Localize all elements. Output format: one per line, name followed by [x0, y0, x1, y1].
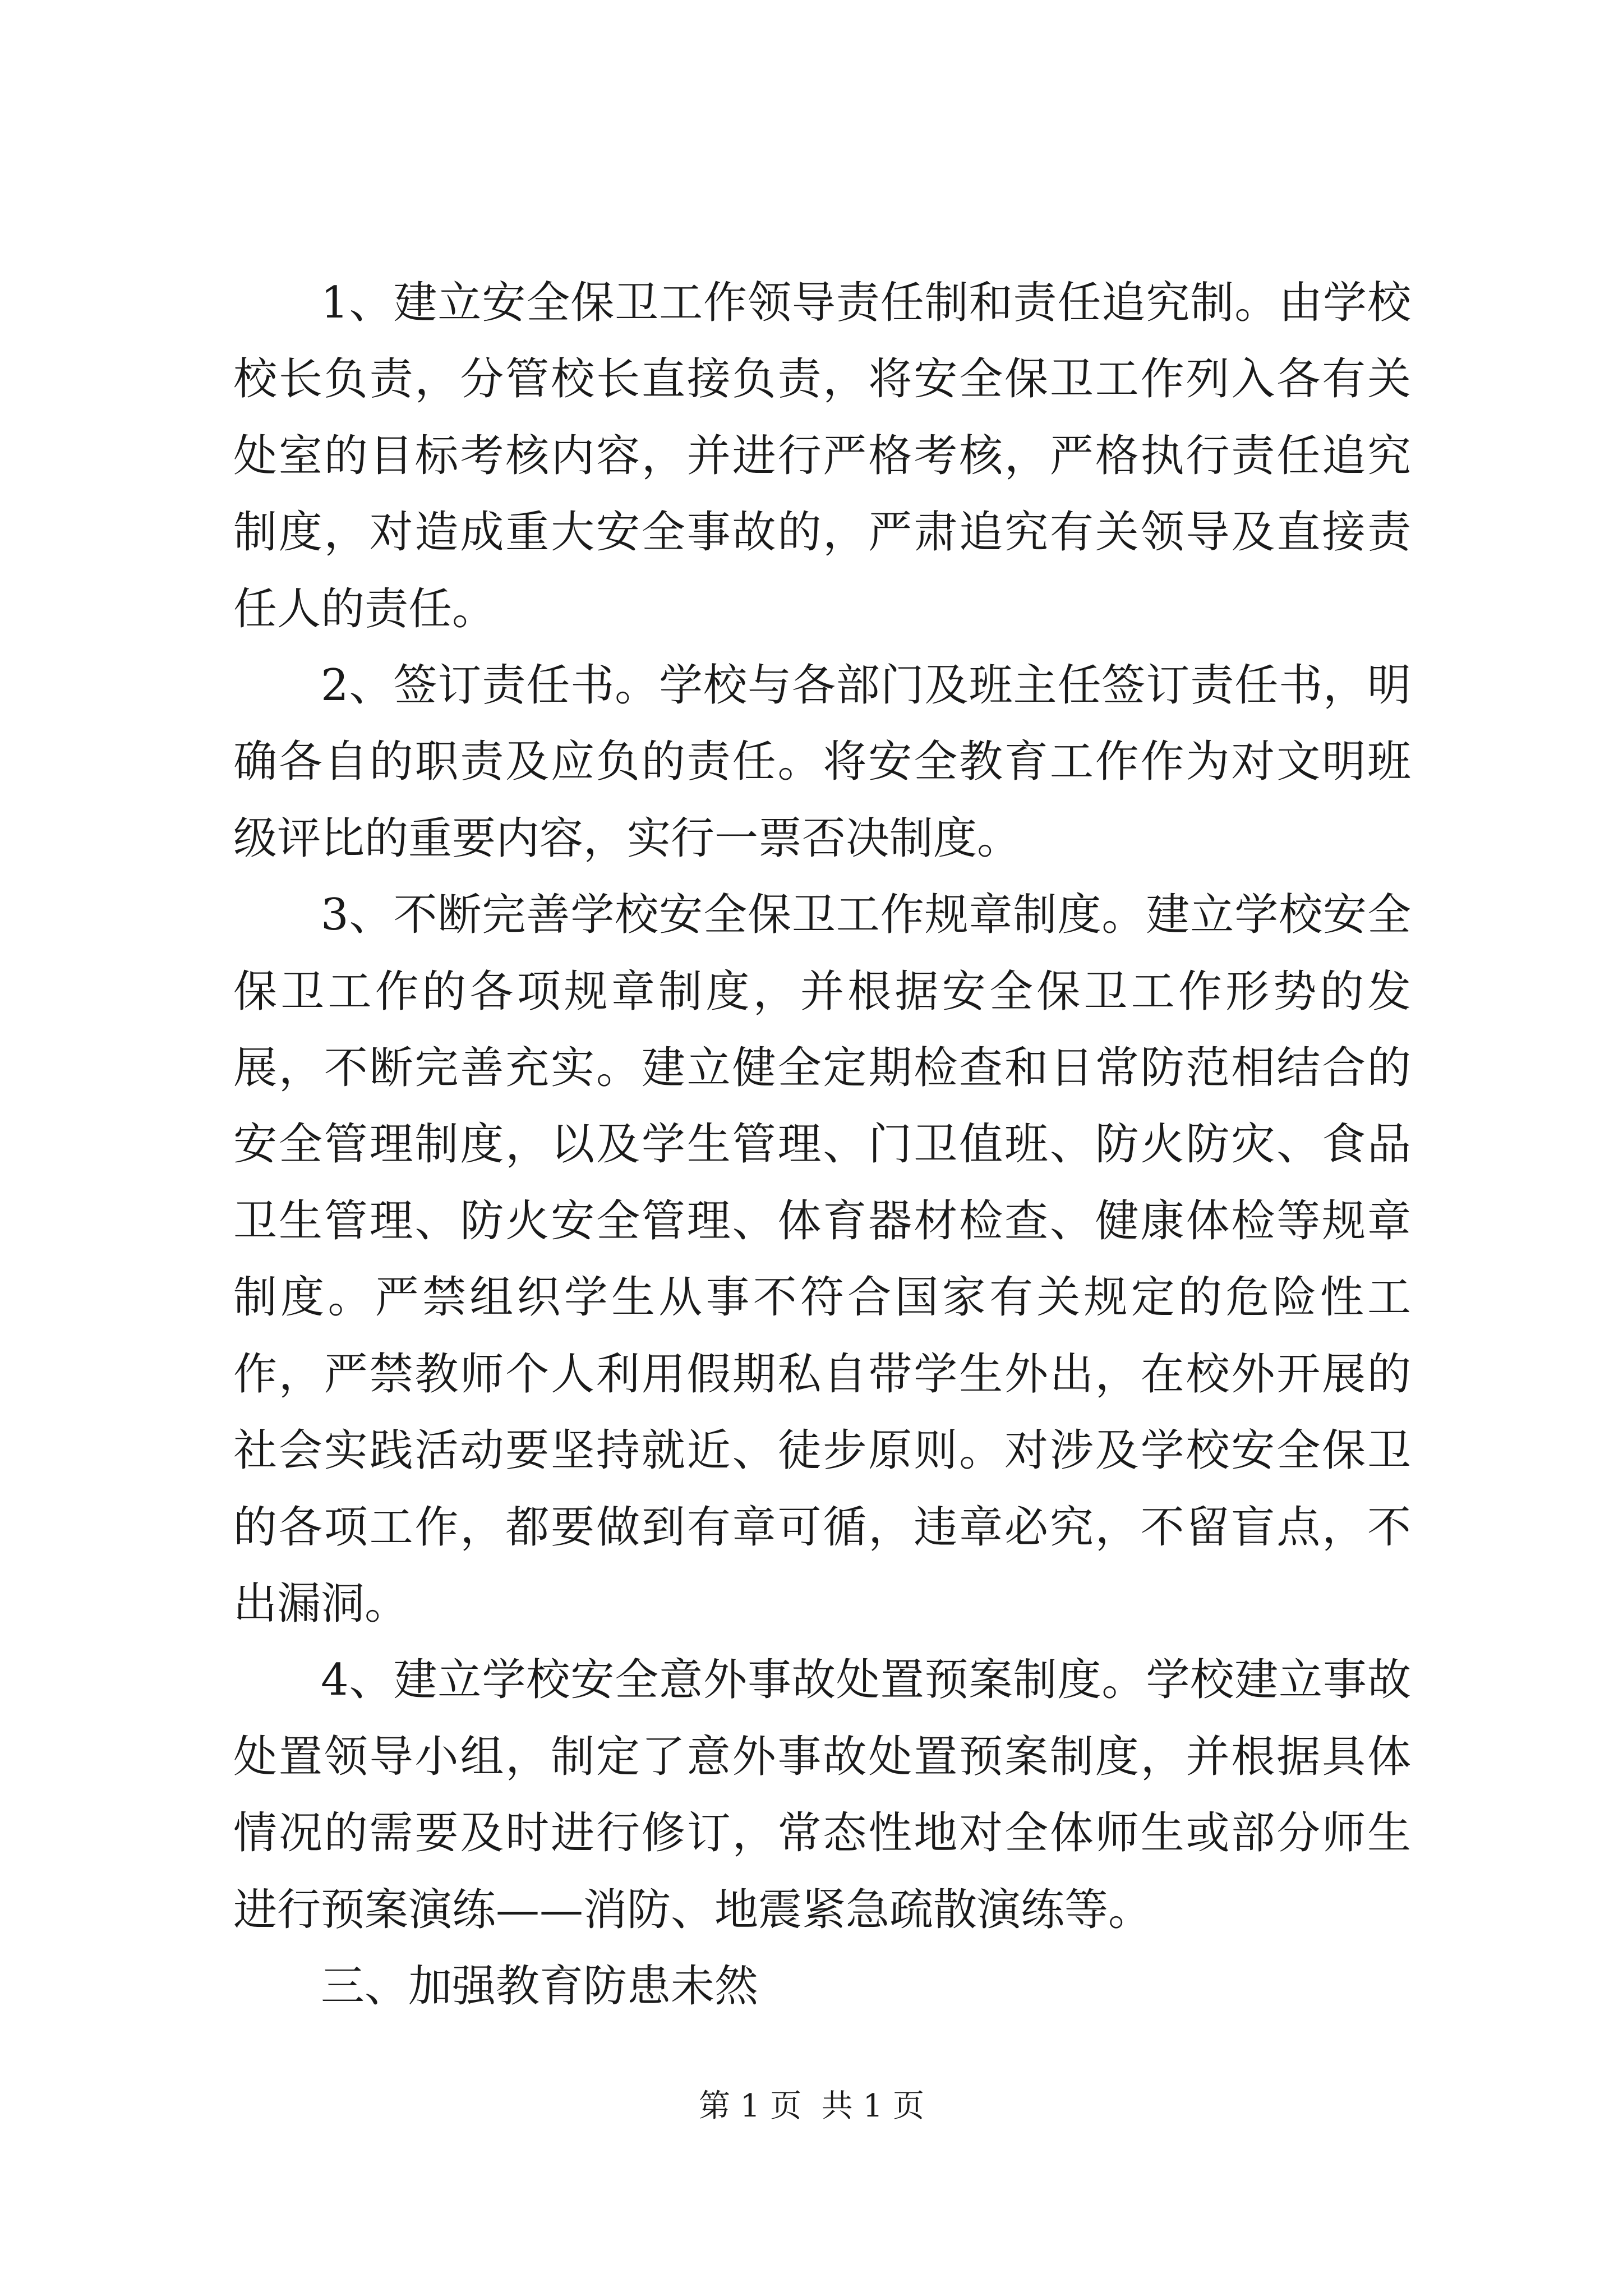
paragraph-accident-plan: 4、建立学校安全意外事故处置预案制度。学校建立事故处置领导小组，制定了意外事故处置预案制度，并根据具体情况的需要及时进行修订，常态性地对全体师生或部分师生进行预案演练——消防、地震紧急疏散演练等。 [233, 1655, 1411, 1935]
page-number-footer: 第 1 页 共 1 页 [698, 2088, 925, 2124]
paragraph-responsibility-system: 1、建立安全保卫工作领导责任制和责任追究制。由学校校长负责，分管校长直接负责，将安全保卫工作列入各有关处室的目标考核内容，并进行严格考核，严格执行责任追究制度，对造成重大安全事故的，严肃追究有关领导及直接责任人的责任。 [233, 278, 1411, 634]
document-body [233, 265, 1411, 2024]
section-heading-education: 三、加强教育防患未然 [321, 1961, 759, 2012]
paragraph-rules-and-regulations: 3、不断完善学校安全保卫工作规章制度。建立学校安全保卫工作的各项规章制度，并根据安全保卫工作形势的发展，不断完善充实。建立健全定期检查和日常防范相结合的安全管理制度，以及学生管理、门卫值班、防火防灾、食品卫生管理、防火安全管理、体育器材检查、健康体检等规章制度。严禁组织学生从事不符合国家有关规定的危险性工作，严禁教师个人利用假期私自带学生外出，在校外开展的社会实践活动要坚持就近、徒步原则。对涉及学校安全保卫的各项工作，都要做到有章可循，违章必究，不留盲点，不出漏洞。 [233, 890, 1411, 1629]
paragraph-responsibility-letter: 2、签订责任书。学校与各部门及班主任签订责任书，明确各自的职责及应负的责任。将安全教育工作作为对文明班级评比的重要内容，实行一票否决制度。 [233, 660, 1411, 864]
